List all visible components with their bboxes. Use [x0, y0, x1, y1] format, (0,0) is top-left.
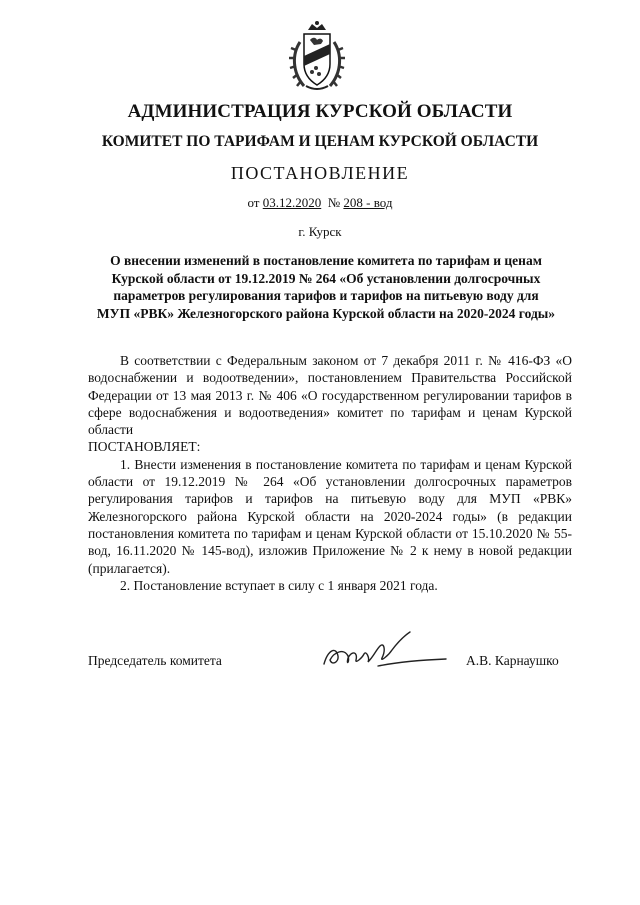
signatory-position: Председатель комитета [88, 653, 222, 668]
item-2-paragraph: 2. Постановление вступает в силу с 1 января 2021 года. [120, 577, 438, 593]
number-prefix: № [327, 195, 341, 210]
coat-of-arms-icon [286, 20, 348, 94]
document-date: 03.12.2020 [262, 195, 322, 210]
item-1-paragraph: 1. Внести изменения в постановление комитета по тарифам и ценам Курской области от 19.12.2019 № 264 «Об установлении долгосрочных параметров регулирования тарифов и тарифов на питьевую воду для МУП «РВК» Железногорского района Курской области на 2020-2024 годы» (в редакции постановления комитета по тарифам и ценам Курской области от 15.10.2020 № 55-вод, 16.11.2020 № 145-вод), изложив Приложение № 2 к нему в новой редакции (прилагается). [88, 456, 572, 576]
committee-name: КОМИТЕТ ПО ТАРИФАМ И ЦЕНАМ КУРСКОЙ ОБЛАСТИ [101, 133, 539, 150]
document-title: О внесении изменений в постановление комитета по тарифам и ценам Курской области от 19.12.2019 № 264 «Об установлении долгосрочных параметров регулирования тарифов и тарифов на питьевую воду для МУП «РВК» Железногорского района Курской области на 2020-2024 годы» [96, 253, 556, 321]
document-number: 208 - вод [343, 195, 393, 210]
city: г. Курск [298, 224, 342, 239]
handwritten-signature [318, 628, 448, 676]
signatory-name: А.В. Карнаушко [466, 653, 559, 668]
org-name: АДМИНИСТРАЦИЯ КУРСКОЙ ОБЛАСТИ [127, 101, 513, 122]
document-type: ПОСТАНОВЛЕНИЕ [230, 163, 410, 183]
preamble-paragraph: В соответствии с Федеральным законом от 7 декабря 2011 г. № 416-ФЗ «О водоснабжении и водоотведении», постановлением Правительства Российской Федерации от 13 мая 2013 г. № 406 «О государственном регулировании тарифов в сфере водоснабжения и водоотведения» комитет по тарифам и ценам Курской области [88, 353, 572, 438]
resolves-heading: ПОСТАНОВЛЯЕТ: [88, 439, 201, 455]
document-body [88, 352, 572, 594]
date-prefix: от [247, 195, 260, 210]
date-number-line [0, 195, 640, 211]
